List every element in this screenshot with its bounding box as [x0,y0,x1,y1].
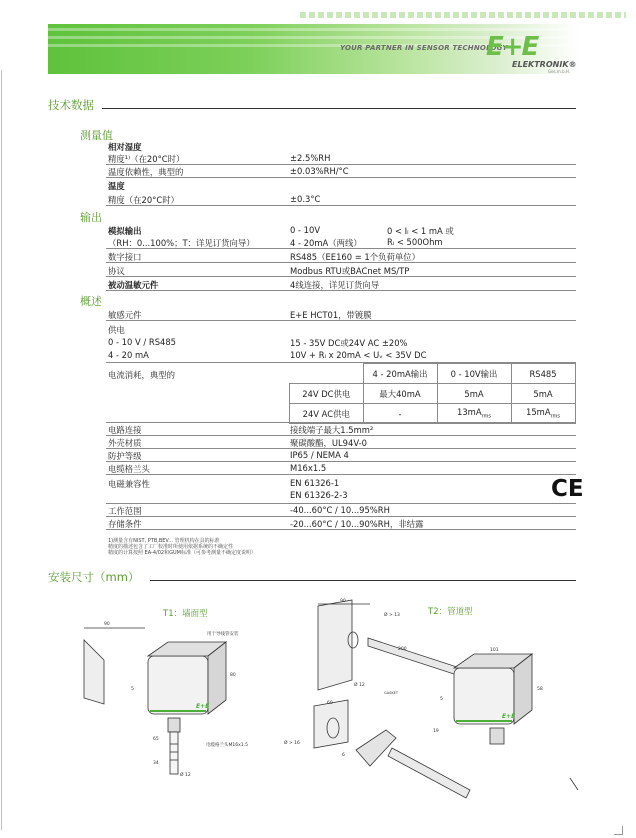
cell-value: 13mA [457,407,482,418]
digital-value: RS485（EE160 = 1个负荷单位） [290,252,420,262]
section-title-dims: 安装尺寸（mm） [48,570,140,584]
t2-label: T2：管道型 [428,607,473,617]
dim-60: 60 [327,701,333,706]
table-header: 0 - 10V输出 [437,364,511,384]
dim-d12-t2: Ø 12 [354,683,365,688]
t2-gland [490,728,504,744]
temp-accuracy-value: ±0.3°C [290,194,321,204]
brand-logo: E+E [486,32,538,62]
footnote: 1)测量含有NIST, PTB,BEV... 管理机构在具的标准 [108,538,220,544]
table-cell: 5mA [511,384,575,404]
table-cell: 5mA [437,384,511,404]
housing-value: 聚碳酸酯，UL94V-0 [290,438,367,448]
table-header: RS485 [511,364,575,384]
t1-label: T1：墙面型 [163,609,208,619]
consumption-label: 电流消耗，典型的 [108,370,175,380]
dim-d16: Ø > 16 [284,741,300,746]
dim-5-t2: 5 [440,697,443,702]
t2-probe-lower [388,748,470,798]
dim-34: 34 [153,761,159,766]
temp-accuracy-label: 精度（在20°C时） [108,195,179,205]
rh-temp-dep-value: ±0.03%RH/°C [290,166,349,176]
supply-current-value: 10V + Rₗ x 20mA < Uᵥ < 35V DC [290,350,427,360]
analog-voltage: 0 - 10V [290,225,321,235]
analog-current-load: Rₗ < 500Ohm [387,237,443,247]
cell-value: 15mA [526,407,551,418]
table-row-label: 24V AC供电 [290,404,364,424]
analog-note: （RH：0...100%；T：详见订货向导） [108,238,255,248]
dim-101: 101 [490,648,499,653]
rh-temp-dep-label: 温度依赖性，典型的 [108,167,184,177]
dim-58: 58 [537,687,543,692]
table-header: 4 - 20mA输出 [363,364,437,384]
dim-65: 65 [153,737,159,742]
t1-wall-note: 用于导线管安装 [207,632,239,637]
dim-6: 6 [342,753,345,758]
gland-value: M16x1.5 [290,463,327,473]
dim-5: 5 [131,687,134,692]
table-cell: - [363,404,437,424]
t2-drawing [284,598,578,798]
rms-subscript: rms [550,413,560,420]
t2-probe [368,638,460,676]
emc-value-2: EN 61326-2-3 [290,490,348,500]
protocol-label: 协议 [108,266,125,276]
t1-brand-mark: E+E [196,703,210,710]
emc-label: 电磁兼容性 [108,479,150,489]
wall [84,640,104,704]
brand-sub: Ges.m.b.H. [548,69,571,74]
dim-d12-t1: Ø 12 [180,773,191,778]
rms-subscript: rms [481,413,491,420]
dim-19: 19 [433,729,439,734]
analog-title: 模拟输出 [108,226,142,236]
duct-wall-lower [314,700,348,748]
section-title-tech: 技术数据 [48,98,94,112]
supply-label: 供电 [108,325,125,335]
cut-mark [570,778,578,790]
storage-label: 存储条件 [108,519,142,529]
footnote: 精度的计算按照 EA-4/02和GUM标准（可参考测量不确定度说明） [108,550,256,556]
connection-label: 电路连接 [108,425,142,435]
protection-label: 防护等级 [108,451,142,461]
passive-value: 4线连接，详见订货向导 [290,280,380,290]
gasket-label: GASKET [384,691,398,695]
dim-90: 90 [104,622,110,627]
duct-wall [318,600,352,690]
work-range-value: -40...60°C / 10...95%RH [290,505,390,515]
page-corner-mark [614,826,623,835]
analog-current: 4 - 20mA（两线） [290,238,362,248]
subsection-measurement: 测量值 [80,129,113,142]
protocol-value: Modbus RTU或BACnet MS/TP [290,266,410,276]
mounting-flange [356,730,396,766]
dim-80: 80 [230,673,236,678]
sensor-label: 敏感元件 [108,310,142,320]
table-row-label: 24V DC供电 [290,384,364,404]
rh-accuracy-label: 精度¹⁾（在20°C时） [108,154,185,164]
dim-200: 200 [398,647,407,652]
connection-value: 接线端子最大1.5mm² [290,425,374,435]
t1-gland-note: 电缆格兰头M16x1.5 [206,743,248,748]
supply-voltage-label: 0 - 10 V / RS485 [108,337,176,347]
dim-d13: Ø > 13 [384,613,400,618]
subsection-general: 概述 [80,295,102,308]
t1-gland [168,718,180,732]
supply-voltage-value: 15 - 35V DC或24V AC ±20% [290,338,408,348]
header-tagline: YOUR PARTNER IN SENSOR TECHNOLOGY [340,44,508,52]
dim-90-t2: 90 [340,599,346,604]
supply-current-label: 4 - 20 mA [108,350,149,360]
rh-accuracy-value: ±2.5%RH [290,153,331,163]
subsection-output: 输出 [80,211,102,224]
t2-brand-mark: E+E [502,713,516,720]
storage-value: -20...60°C / 10...90%RH，非结露 [290,519,424,529]
table-cell: 最大40mA [363,384,437,404]
footnote: 精度的描述包含了工厂校准时所使用依据系统的不确定性 [108,544,234,550]
analog-voltage-load: 0 < Iₗ < 1 mA 或 [387,226,454,236]
gland-label: 电缆格兰头 [108,464,150,474]
passive-label: 被动温敏元件 [108,280,159,290]
temp-title: 温度 [108,181,125,191]
rh-title: 相对湿度 [108,142,142,152]
t1-drawing [84,608,248,778]
work-range-label: 工作范围 [108,506,142,516]
emc-value-1: EN 61326-1 [290,478,340,488]
protection-value: IP65 / NEMA 4 [290,450,349,460]
ce-mark: CE [551,476,584,502]
housing-label: 外壳材质 [108,438,142,448]
t1-probe [170,732,178,774]
brand-name: ELEKTRONIK® [512,60,577,69]
sensor-value: E+E HCT01，带镀膜 [290,310,372,320]
digital-label: 数字接口 [108,252,142,262]
